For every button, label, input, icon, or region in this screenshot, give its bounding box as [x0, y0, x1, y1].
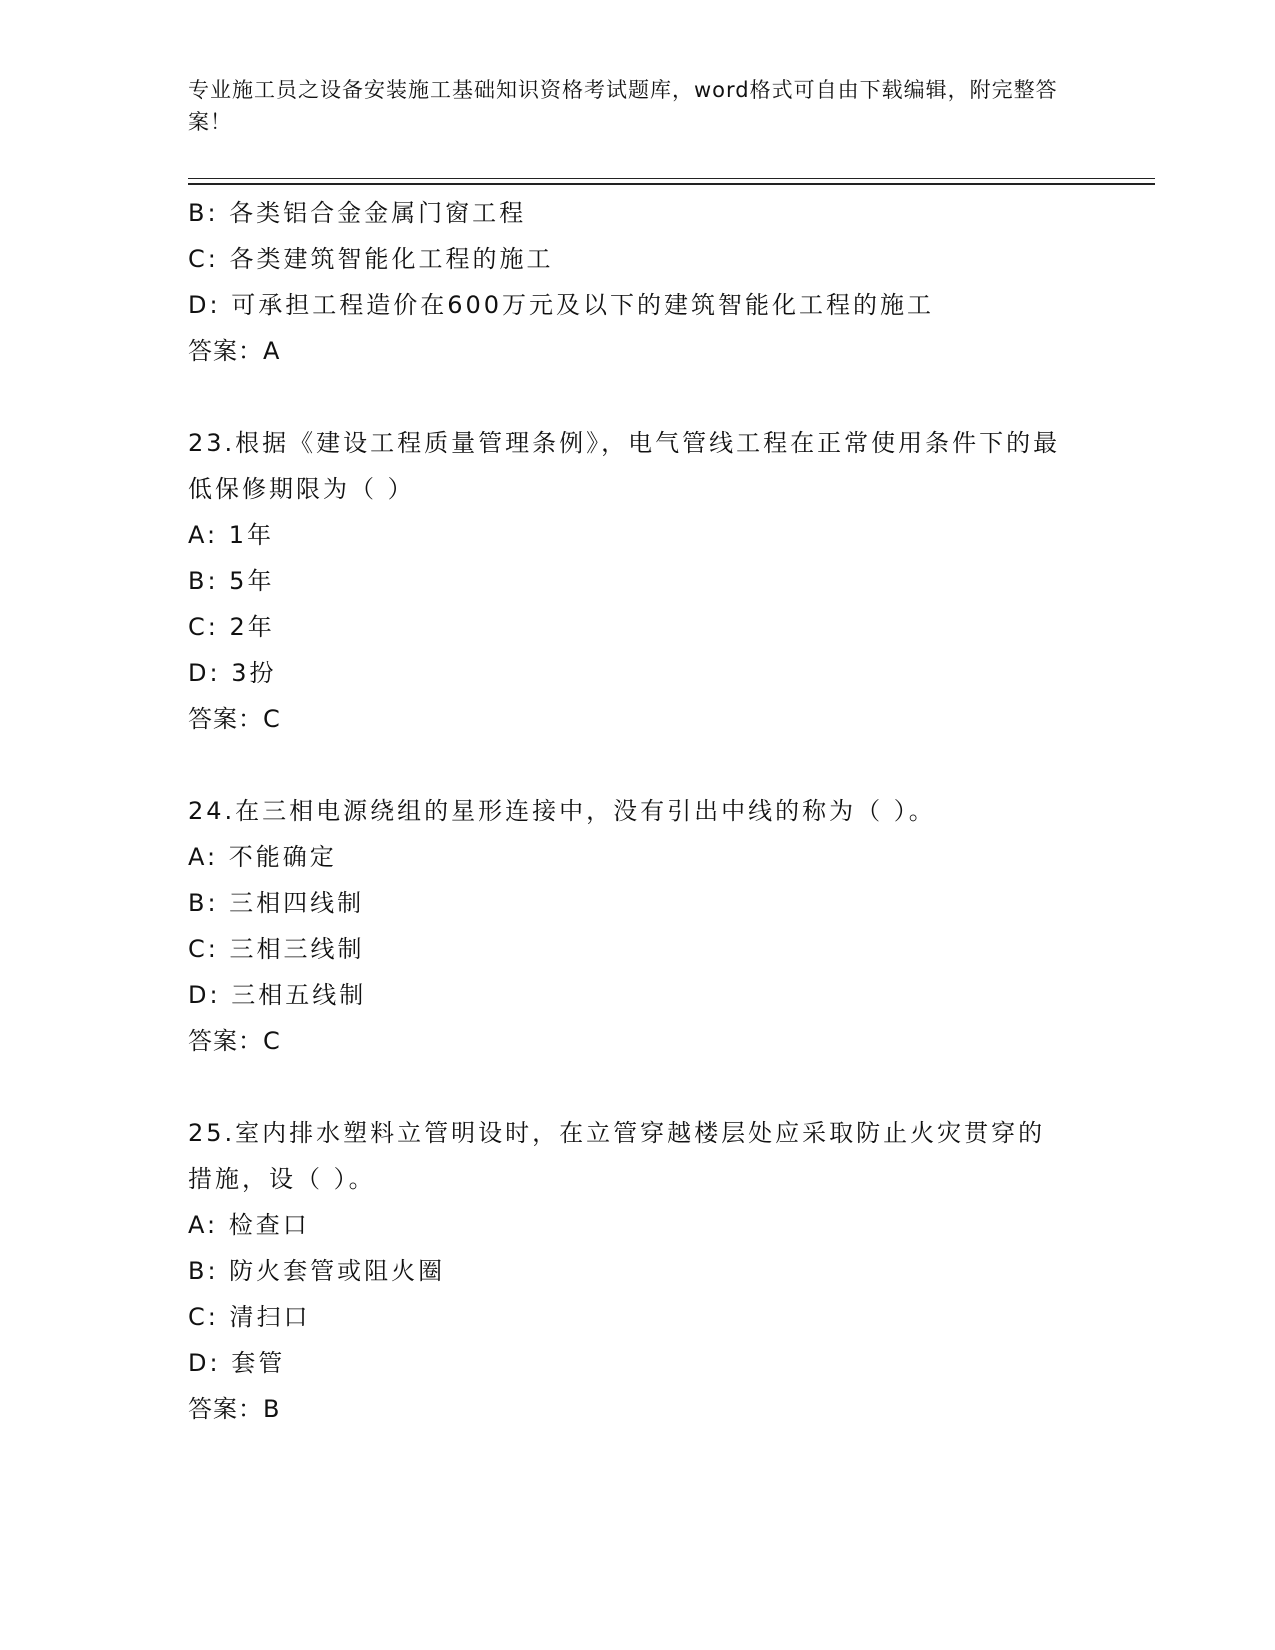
answer-line: 答案：A [188, 337, 281, 365]
option-c: C: 2年 [188, 613, 275, 641]
header-divider-thin [188, 178, 1155, 179]
question-text: 23.根据《建设工程质量管理条例》，电气管线工程在正常使用条件下的最低保修期限为（ ） [188, 429, 1061, 503]
option-d: D: 可承担工程造价在600万元及以下的建筑智能化工程的施工 [188, 291, 935, 319]
option-d: D: 套管 [188, 1349, 286, 1377]
option-c: C: 各类建筑智能化工程的施工 [188, 245, 554, 273]
option-d: D: 三相五线制 [188, 981, 367, 1009]
answer-line: 答案：C [188, 705, 281, 733]
option-b: B: 三相四线制 [188, 889, 365, 917]
option-c: C: 三相三线制 [188, 935, 365, 963]
header-divider-thick [188, 183, 1155, 185]
option-b: B: 5年 [188, 567, 275, 595]
question-text: 25.室内排水塑料立管明设时，在立管穿越楼层处应采取防止火灾贯穿的措施，设（ ）。 [188, 1119, 1046, 1193]
option-a: A: 1年 [188, 521, 274, 549]
question-text: 24.在三相电源绕组的星形连接中，没有引出中线的称为（ ）。 [188, 797, 936, 825]
option-a: A: 不能确定 [188, 843, 337, 871]
document-header: 专业施工员之设备安装施工基础知识资格考试题库，word格式可自由下载编辑，附完整答案！ [188, 78, 1058, 134]
question-block-partial [188, 190, 1088, 374]
question-content [188, 190, 1088, 1432]
answer-line: 答案：B [188, 1395, 281, 1423]
option-a: A: 检查口 [188, 1211, 310, 1239]
option-b: B: 防火套管或阻火圈 [188, 1257, 446, 1285]
question-block-24 [188, 788, 1088, 1064]
option-c: C: 清扫口 [188, 1303, 311, 1331]
answer-line: 答案：C [188, 1027, 281, 1055]
question-block-25 [188, 1110, 1088, 1432]
option-b: B: 各类铝合金金属门窗工程 [188, 199, 527, 227]
question-block-23 [188, 420, 1088, 742]
option-d: D: 3扮 [188, 659, 277, 687]
